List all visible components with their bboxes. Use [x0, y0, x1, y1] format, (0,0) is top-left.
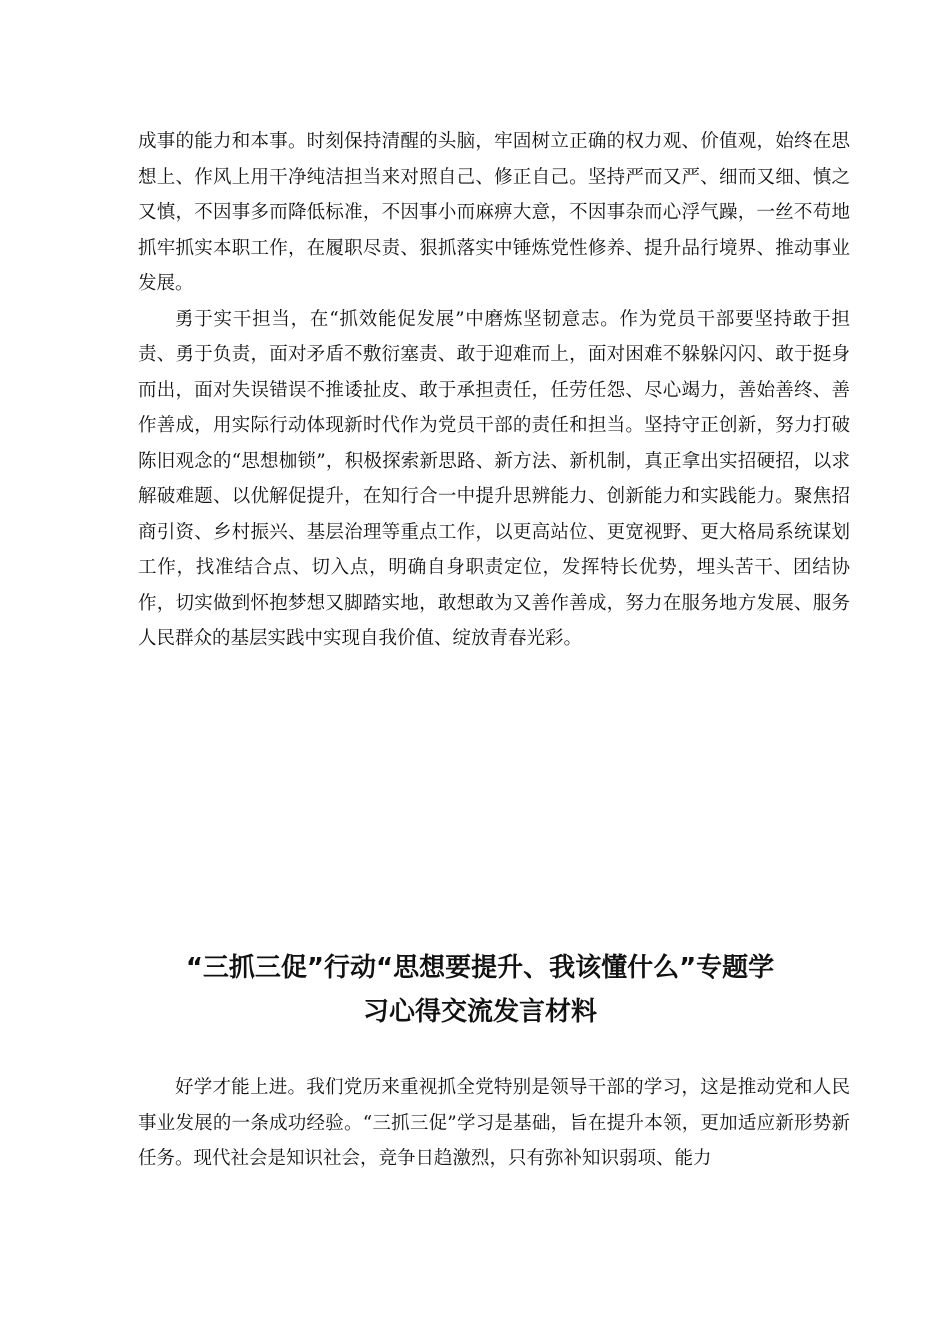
paragraph-shigan-dandang: 勇于实干担当，在“抓效能促发展”中磨炼坚韧意志。作为党员干部要坚持敢于担责、勇于负责，面对矛盾不敷衍塞责、敢于迎难而上，面对困难不躲躲闪闪、敢于挺身而出，面对失误错误不推诿扯皮、敢于承担责任，任劳任怨、尽心竭力，善始善终、善作善成，用实际行动体现新时代作为党员干部的责任和担当。坚持守正创新，努力打破陈旧观念的“思想枷锁”，积极探索新思路、新方法、新机制，真正拿出实招硬招，以求解破难题、以优解促提升，在知行合一中提升思辨能力、创新能力和实践能力。聚焦招商引资、乡村振兴、基层治理等重点工作，以更高站位、更宽视野、更大格局系统谋划工作，找准结合点、切入点，明确自身职责定位，发挥特长优势，埋头苦干、团结协作，切实做到怀抱梦想又脚踏实地，敢想敢为又善作善成，努力在服务地方发展、服务人民群众的基层实践中实现自我价值、绽放青春光彩。: [138, 308, 850, 649]
title-line-1: “三抓三促”行动“思想要提升、我该懂什么”专题学: [185, 953, 775, 983]
document-title: [110, 946, 850, 1034]
paragraph-haoxue: 好学才能上进。我们党历来重视抓全党特别是领导干部的学习，这是推动党和人民事业发展的一条成功经验。“三抓三促”学习是基础，旨在提升本领，更加适应新形势新任务。现代社会是知识社会，竞争日趋激烈，只有弥补知识弱项、能力: [138, 1077, 850, 1169]
paragraph-continuation: 成事的能力和本事。时刻保持清醒的头脑，牢固树立正确的权力观、价值观，始终在思想上、作风上用干净纯洁担当来对照自己、修正自己。坚持严而又严、细而又细、慎之又慎，不因事多而降低标准，不因事小而麻痹大意，不因事杂而心浮气躁，一丝不苟地抓牢抓实本职工作，在履职尽责、狠抓落实中锤炼党性修养、提升品行境界、推动事业发展。: [138, 131, 850, 294]
bottom-text-block: [138, 1070, 850, 1177]
top-text-block: [138, 124, 850, 657]
title-line-2: 习心得交流发言材料: [362, 997, 597, 1027]
